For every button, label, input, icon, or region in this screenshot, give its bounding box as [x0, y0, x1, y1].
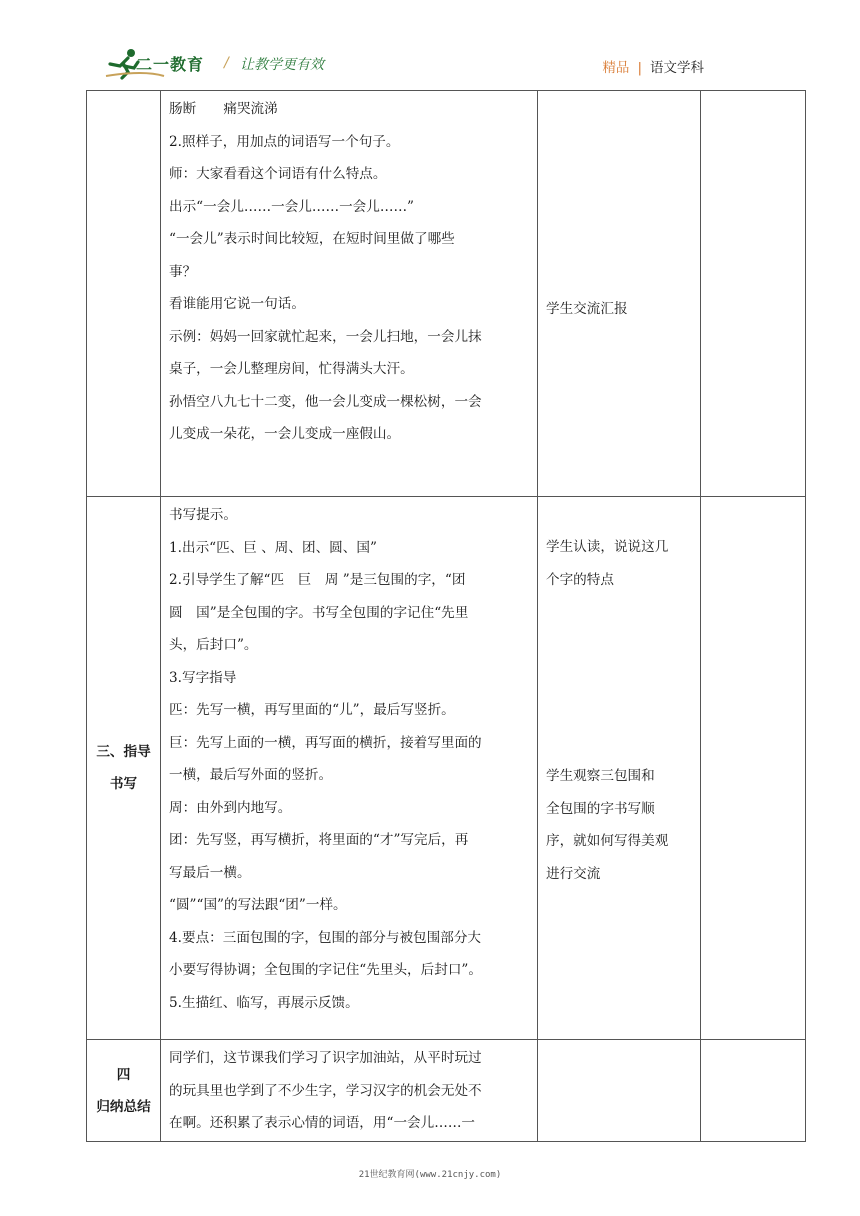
- header-subject: [602, 56, 704, 76]
- teaching-content-cell: [161, 1040, 538, 1142]
- content-line: 小要写得协调；全包围的字记住“先里头，后封口”。: [169, 962, 482, 978]
- content-line: 团：先写竖，再写横折，将里面的“才”写完后，再: [169, 832, 469, 848]
- section-label: 三、指导: [96, 744, 151, 760]
- content-line: 孙悟空八九七十二变，他一会儿变成一棵松树，一会: [169, 393, 482, 410]
- subject-label: 语文学科: [650, 60, 704, 76]
- content-line: 在啊。还积累了表示心情的词语，用“一会儿……一: [169, 1115, 476, 1131]
- content-line: 2.照样子，用加点的词语写一个句子。: [169, 133, 400, 150]
- content-line: 圆 国”是全包围的字。书写全包围的字记住“先里: [169, 604, 469, 621]
- content-line: 写最后一横。: [169, 864, 251, 881]
- table-row: [87, 1040, 806, 1142]
- section-label: 书写: [109, 776, 138, 792]
- quality-label: 精品: [602, 60, 630, 76]
- student-line: 序，就如何写得美观: [546, 833, 669, 849]
- content-line: “圆”“国”的写法跟“团”一样。: [169, 897, 347, 913]
- student-activity-cell: [538, 497, 701, 1040]
- student-activity-cell: [538, 91, 701, 497]
- table-row: [87, 91, 806, 497]
- teaching-content-cell: [161, 497, 538, 1040]
- content-line: 2.引导学生了解“匹 巨 周 ”是三包围的字，“团: [169, 572, 466, 588]
- page-footer: 21世纪教育网(www.21cnjy.com): [358, 1170, 502, 1180]
- section-cell: [87, 91, 161, 497]
- student-line: 学生观察三包围和: [546, 768, 655, 784]
- section-label: 归纳总结: [96, 1098, 151, 1115]
- student-line: 学生认读，说说这几: [546, 539, 669, 555]
- student-line: 学生交流汇报: [546, 301, 628, 317]
- brand-slogan: 让教学更有效: [240, 57, 324, 73]
- content-line: 5.生描红、临写，再展示反馈。: [169, 994, 359, 1011]
- header-divider: /: [224, 55, 229, 71]
- content-line: 的玩具里也学到了不少生字，学习汉字的机会无处不: [169, 1082, 482, 1099]
- lesson-table: [86, 90, 806, 1142]
- content-line: 示例：妈妈一回家就忙起来，一会儿扫地，一会儿抹: [169, 328, 482, 345]
- section-label: 四: [116, 1066, 131, 1083]
- teaching-content-cell: [161, 91, 538, 497]
- notes-cell: [701, 91, 806, 497]
- content-line: 看谁能用它说一句话。: [169, 296, 305, 312]
- notes-cell: [701, 497, 806, 1040]
- table-row: [87, 497, 806, 1040]
- content-line: 1.出示“匹、巨 、周、团、圆、国”: [169, 539, 377, 556]
- content-line: 事？: [169, 263, 197, 280]
- content-line: 一横，最后写外面的竖折。: [169, 767, 333, 783]
- notes-cell: [701, 1040, 806, 1142]
- brand-name: 二一教育: [136, 55, 205, 74]
- section-cell: [87, 1040, 161, 1142]
- student-line: 进行交流: [546, 865, 601, 882]
- content-line: 匹：先写一横，再写里面的“儿”，最后写竖折。: [169, 702, 455, 718]
- student-activity-cell: [538, 1040, 701, 1142]
- content-line: 同学们，这节课我们学习了识字加油站，从平时玩过: [169, 1050, 482, 1066]
- content-line: 儿变成一朵花，一会儿变成一座假山。: [169, 426, 401, 442]
- content-line: 师：大家看看这个词语有什么特点。: [169, 166, 387, 182]
- content-line: 桌子，一会儿整理房间，忙得满头大汗。: [169, 361, 414, 377]
- content-line: 头，后封口”。: [169, 637, 258, 653]
- content-line: 书写提示。: [169, 507, 237, 523]
- content-line: 巨：先写上面的一横，再写面的横折，接着写里面的: [169, 734, 482, 751]
- content-line: “一会儿”表示时间比较短，在短时间里做了哪些: [169, 231, 455, 247]
- content-line: 肠断 痛哭流涕: [169, 101, 278, 117]
- header-separator: |: [637, 60, 642, 76]
- student-line: 全包围的字书写顺: [546, 800, 655, 817]
- content-line: 出示“一会儿……一会儿……一会儿……”: [169, 198, 414, 215]
- content-line: 3.写字指导: [169, 669, 237, 686]
- page-header: [0, 0, 860, 90]
- content-line: 4.要点：三面包围的字，包围的部分与被包围部分大: [169, 929, 482, 946]
- section-cell: [87, 497, 161, 1040]
- student-line: 个字的特点: [546, 571, 614, 588]
- content-line: 周：由外到内地写。: [169, 799, 292, 816]
